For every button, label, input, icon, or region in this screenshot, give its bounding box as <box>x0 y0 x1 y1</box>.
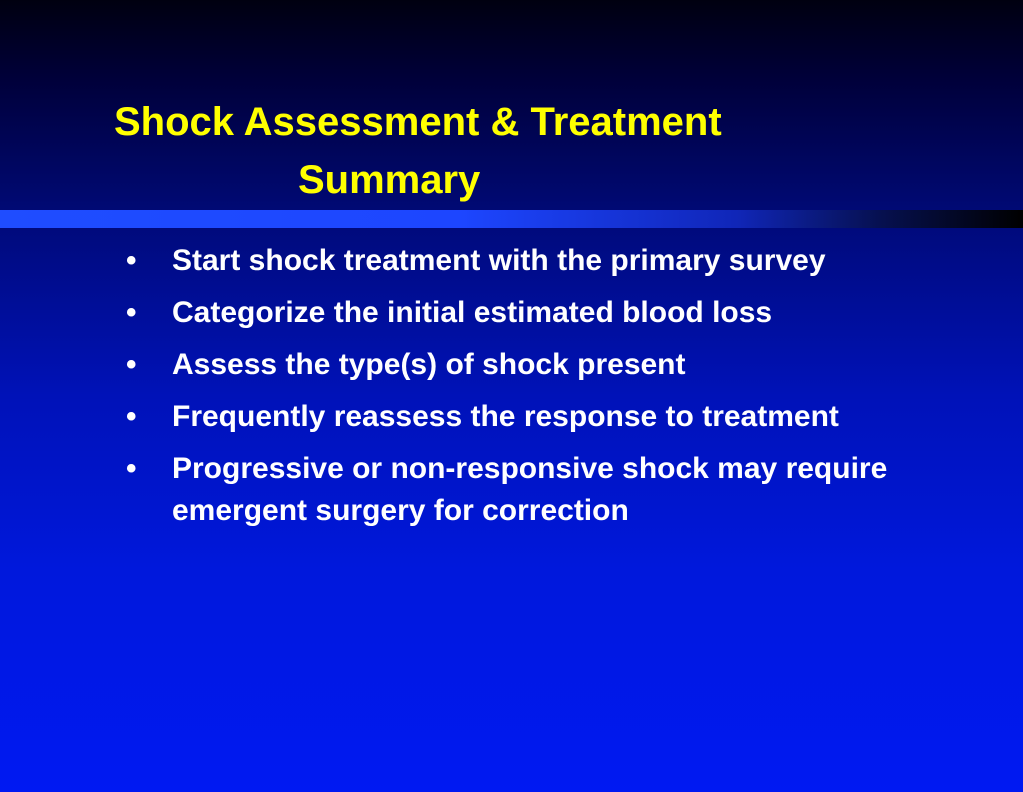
bullet-text: Frequently reassess the response to treatment <box>172 400 839 433</box>
bullet-text: Progressive or non-responsive shock may require emergent surgery for correction <box>172 452 888 527</box>
bullet-item <box>0 396 1023 438</box>
slide-title <box>0 98 1023 218</box>
bullet-list <box>0 240 1023 542</box>
title-divider <box>0 210 1023 228</box>
bullet-text: Start shock treatment with the primary survey <box>172 244 826 277</box>
bullet-item <box>0 240 1023 282</box>
bullet-item <box>0 448 1023 532</box>
title-line-2: Summary <box>298 158 481 202</box>
bullet-icon: • <box>126 400 137 433</box>
bullet-text: Assess the type(s) of shock present <box>172 348 686 381</box>
bullet-icon: • <box>126 296 137 329</box>
bullet-item <box>0 344 1023 386</box>
bullet-icon: • <box>126 452 137 485</box>
bullet-icon: • <box>126 348 137 381</box>
bullet-text: Categorize the initial estimated blood loss <box>172 296 773 329</box>
bullet-item <box>0 292 1023 334</box>
bullet-icon: • <box>126 244 137 277</box>
title-line-1: Shock Assessment & Treatment <box>114 100 722 144</box>
